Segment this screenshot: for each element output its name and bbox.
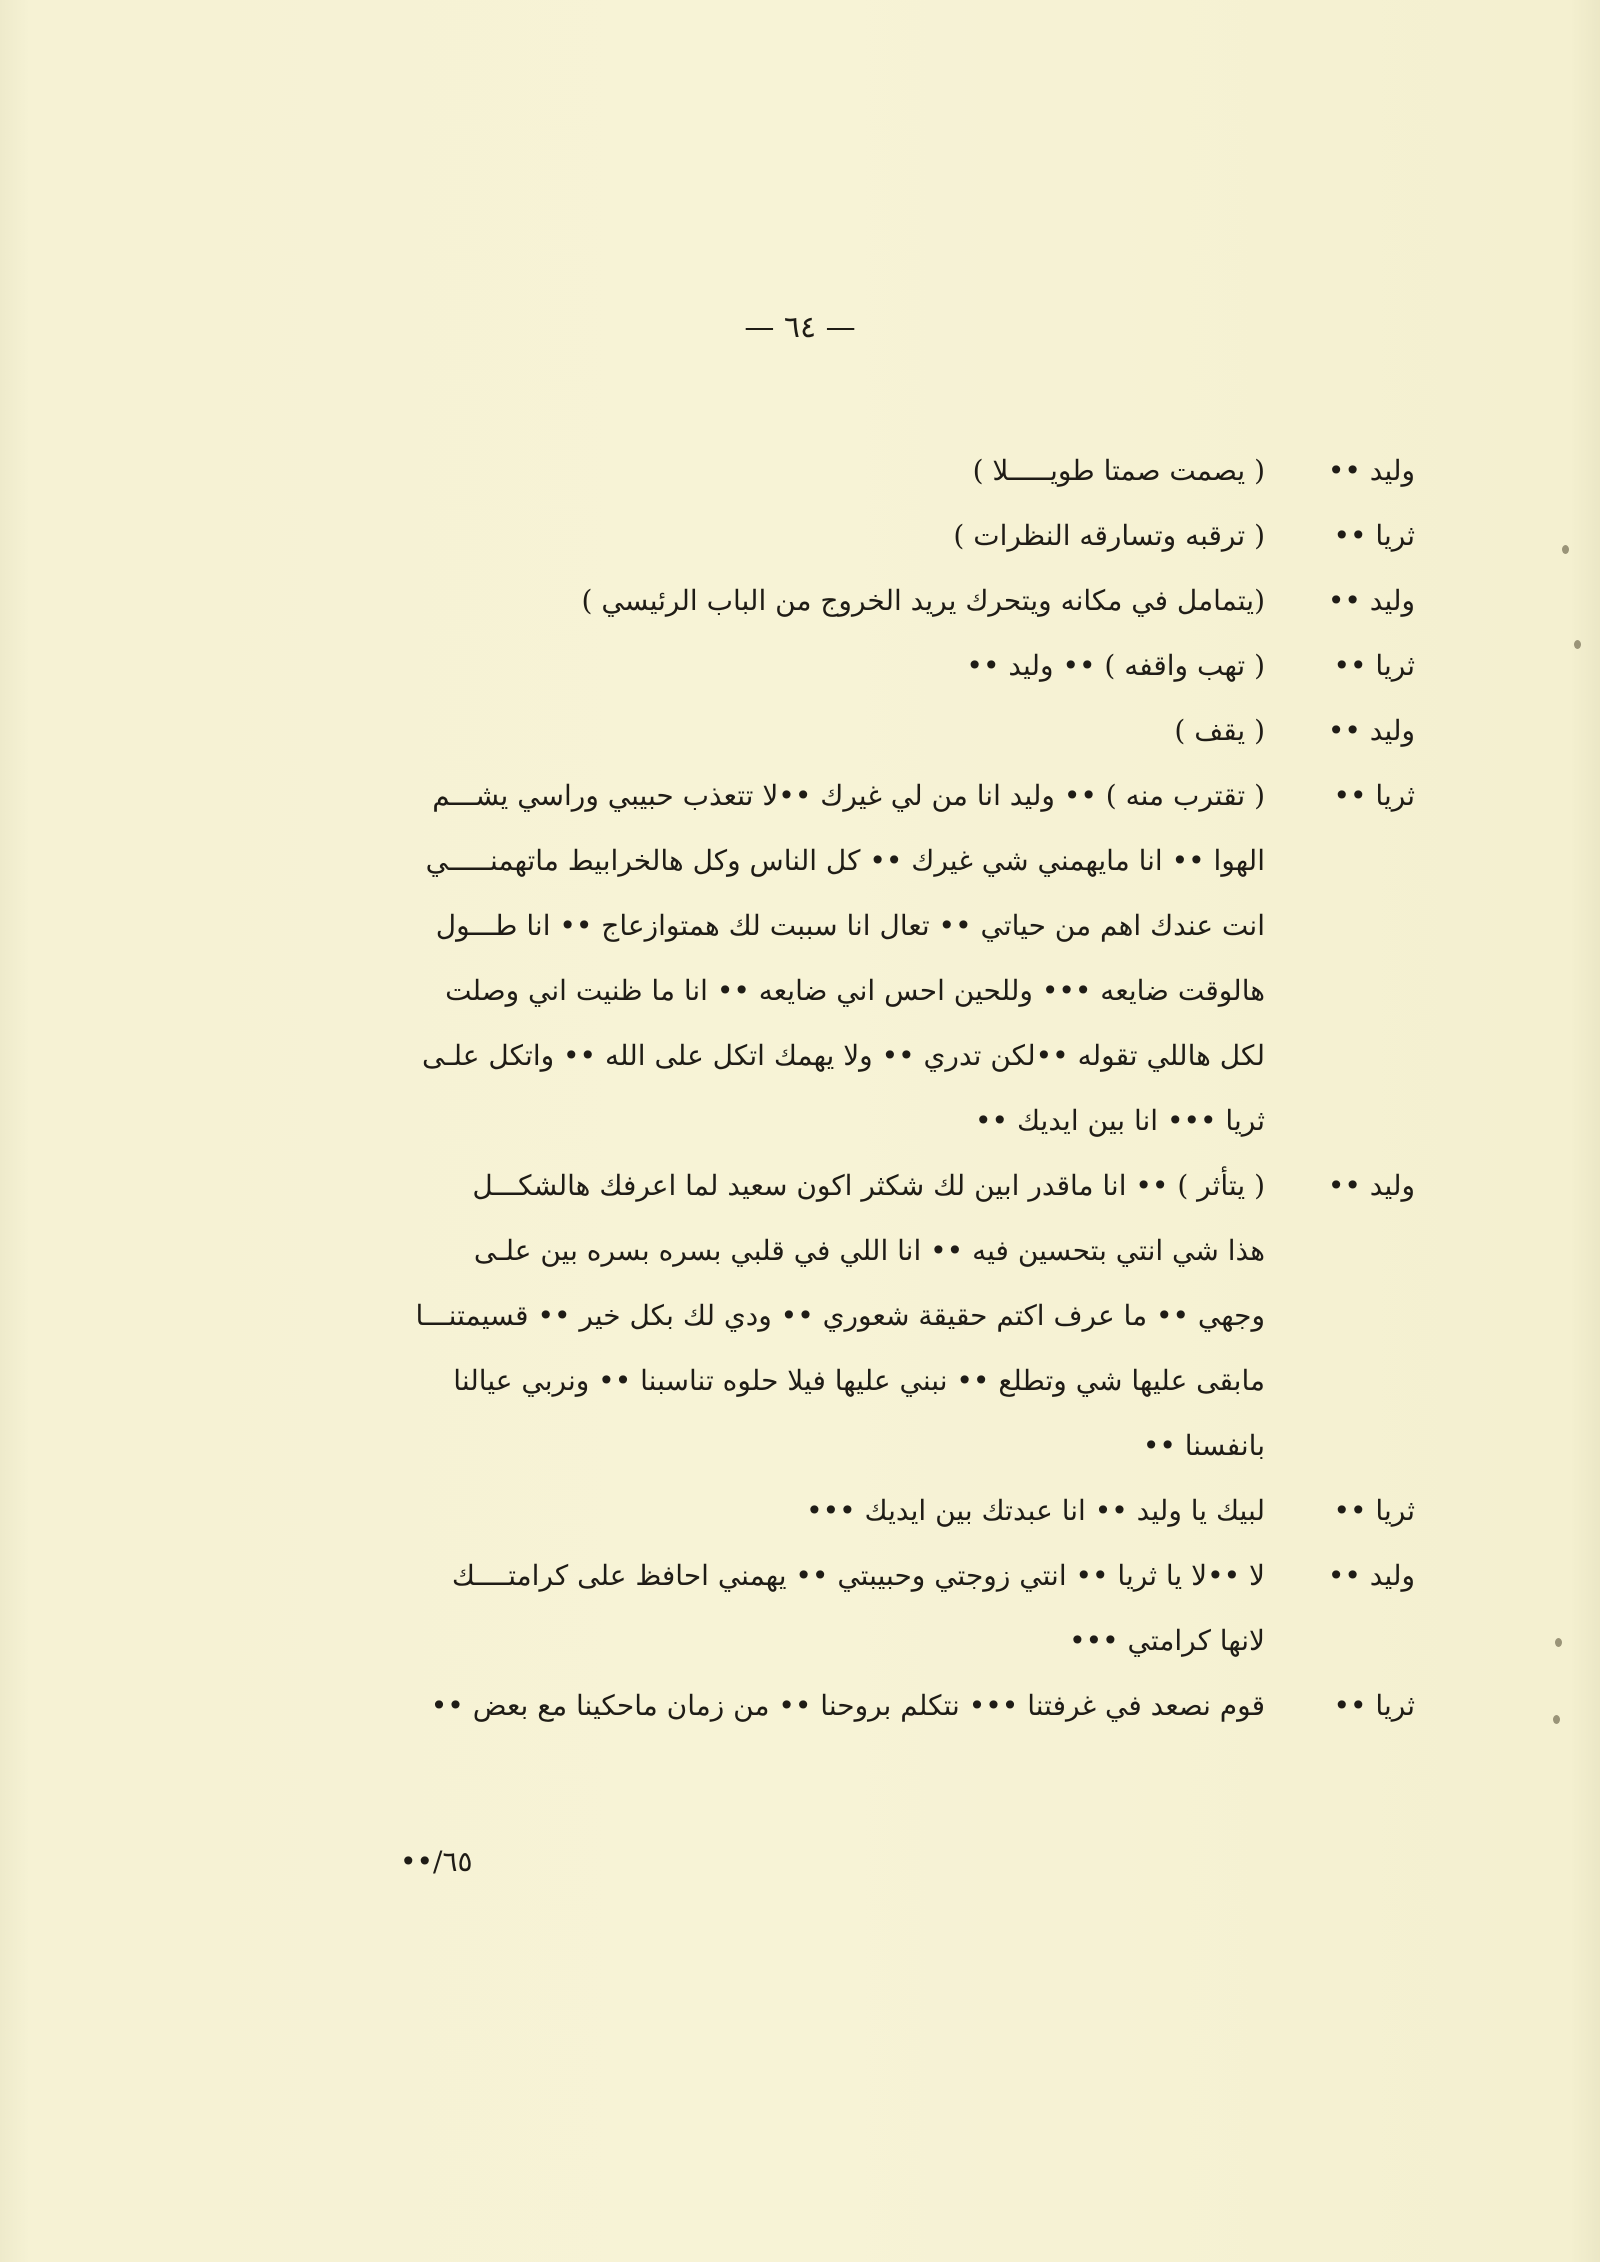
speaker-name: وليد •• bbox=[1327, 1169, 1415, 1202]
dialogue-entry bbox=[255, 1478, 1415, 1543]
paper-speck bbox=[1555, 1638, 1562, 1647]
footer-page-reference: ٦٥/•• bbox=[400, 1845, 473, 1878]
dialogue-text bbox=[255, 1543, 1265, 1673]
dialogue-line: ( يصمت صمتا طويـــــلا ) bbox=[972, 454, 1265, 487]
speaker-name: ثريا •• bbox=[1333, 649, 1415, 682]
dialogue-entry bbox=[255, 633, 1415, 698]
dialogue-entry bbox=[255, 1153, 1415, 1478]
speaker-name: وليد •• bbox=[1327, 454, 1415, 487]
dialogue-entry bbox=[255, 568, 1415, 633]
dialogue-line: ( تقترب منه ) •• وليد انا من لي غيرك ••لا تتعذب حبيبي وراسي يشـــم bbox=[432, 779, 1265, 812]
dialogue-line: لكل هاللي تقوله ••لكن تدري •• ولا يهمك اتكل على الله •• واتكل علـى bbox=[421, 1039, 1265, 1072]
dialogue-text bbox=[255, 1478, 1265, 1543]
dialogue-line: لا ••لا يا ثريا •• انتي زوجتي وحبيبتي •• يهمني احافظ على كرامتــــك bbox=[451, 1559, 1265, 1592]
dialogue-line: لبيك يا وليد •• انا عبدتك بين ايديك ••• bbox=[806, 1494, 1265, 1527]
dialogue-line: الهوا •• انا مايهمني شي غيرك •• كل الناس وكل هالخرابيط ماتهمنـــــي bbox=[425, 844, 1265, 877]
speaker-name: ثريا •• bbox=[1333, 779, 1415, 812]
speaker-name: وليد •• bbox=[1327, 1559, 1415, 1592]
dialogue-text bbox=[255, 698, 1265, 763]
dialogue-entry bbox=[255, 503, 1415, 568]
dialogue-line: بانفسنا •• bbox=[1142, 1429, 1265, 1462]
dialogue-entry bbox=[255, 763, 1415, 1153]
dialogue-entry bbox=[255, 438, 1415, 503]
speaker-name: ثريا •• bbox=[1333, 519, 1415, 552]
dialogue-text bbox=[255, 633, 1265, 698]
dialogue-line: ( يتأثر ) •• انا ماقدر ابين لك شكثر اكون سعيد لما اعرفك هالشكـــل bbox=[472, 1169, 1265, 1202]
dialogue-text bbox=[255, 438, 1265, 503]
paper-speck bbox=[1553, 1715, 1560, 1724]
dialogue-line: ( ترقبه وتسارقه النظرات ) bbox=[953, 519, 1265, 552]
dialogue-text bbox=[255, 568, 1265, 633]
dialogue-line: ثريا ••• انا بين ايديك •• bbox=[975, 1104, 1265, 1137]
dialogue-line: انت عندك اهم من حياتي •• تعال انا سببت لك همتوازعاج •• انا طـــول bbox=[435, 909, 1265, 942]
dialogue-line: (يتمامل في مكانه ويتحرك يريد الخروج من الباب الرئيسي ) bbox=[581, 584, 1265, 617]
dialogue-text bbox=[255, 503, 1265, 568]
dialogue-line: ( تهب واقفه ) •• وليد •• bbox=[966, 649, 1265, 682]
dialogue-line: قوم نصعد في غرفتنا ••• نتكلم بروحنا •• من زمان ماحكينا مع بعض •• bbox=[430, 1689, 1265, 1722]
dialogue-entry bbox=[255, 698, 1415, 763]
dialogue-line: لانها كرامتي ••• bbox=[1069, 1624, 1265, 1657]
dialogue-line: هذا شي انتي بتحسين فيه •• انا اللي في قلبي بسره بسره بين علـى bbox=[473, 1234, 1265, 1267]
dialogue-text bbox=[255, 1153, 1265, 1478]
script-dialogue bbox=[255, 438, 1415, 1738]
dialogue-line: هالوقت ضايعه ••• وللحين احس اني ضايعه •• انا ما ظنيت اني وصلت bbox=[445, 974, 1265, 1007]
dialogue-line: وجهي •• ما عرف اكتم حقيقة شعوري •• ودي لك بكل خير •• قسيمتنـــا bbox=[415, 1299, 1265, 1332]
dialogue-line: مابقى عليها شي وتطلع •• نبني عليها فيلا حلوه تناسبنا •• ونربي عيالنا bbox=[453, 1364, 1265, 1397]
dialogue-line: ( يقف ) bbox=[1174, 714, 1265, 747]
page-number: — ٦٤ — bbox=[744, 310, 856, 345]
dialogue-text bbox=[255, 1673, 1265, 1738]
paper-speck bbox=[1574, 640, 1581, 649]
dialogue-entry bbox=[255, 1673, 1415, 1738]
speaker-name: وليد •• bbox=[1327, 714, 1415, 747]
dialogue-entry bbox=[255, 1543, 1415, 1673]
speaker-name: ثريا •• bbox=[1333, 1494, 1415, 1527]
speaker-name: ثريا •• bbox=[1333, 1689, 1415, 1722]
dialogue-text bbox=[255, 763, 1265, 1153]
speaker-name: وليد •• bbox=[1327, 584, 1415, 617]
paper-speck bbox=[1562, 545, 1569, 554]
